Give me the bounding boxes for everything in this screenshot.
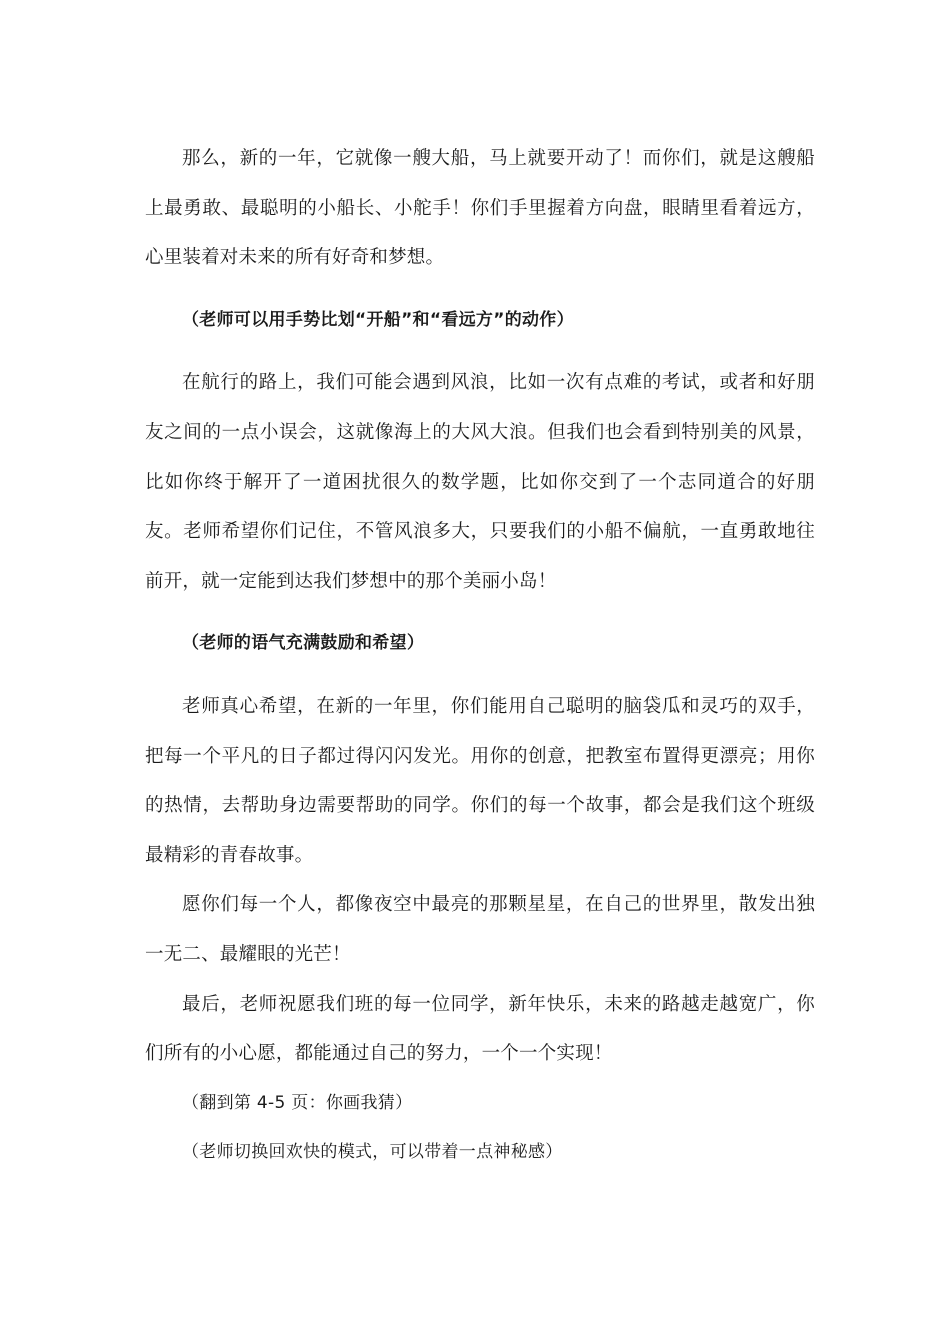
stage-direction-gesture: （老师可以用手势比划“开船”和“看远方”的动作） (182, 309, 574, 330)
stage-direction-mode-switch: （老师切换回欢快的模式，可以带着一点神秘感） (182, 1142, 563, 1163)
paragraph-ship-metaphor: 那么，新的一年，它就像一艘大船，马上就要开动了！而你们，就是这艘船上最勇敢、最聪明的小船长、小舵手！你们手里握着方向盘，眼睛里看着远方，心里装着对未来的所有好奇和梦想。 (145, 148, 815, 269)
document-body (145, 134, 815, 1178)
paragraph-star: 愿你们每一个人，都像夜空中最亮的那颗星星，在自己的世界里，散发出独一无二、最耀眼的光芒！ (145, 894, 815, 965)
paragraph-blessing: 最后，老师祝愿我们班的每一位同学，新年快乐，未来的路越走越宽广，你们所有的小心愿，都能通过自己的努力，一个一个实现！ (145, 993, 815, 1065)
stage-direction-page-turn: （翻到第 4-5 页：你画我猜） (182, 1092, 413, 1113)
paragraph-voyage: 在航行的路上，我们可能会遇到风浪，比如一次有点难的考试，或者和好朋友之间的一点小误会，这就像海上的大风大浪。但我们也会看到特别美的风景，比如你终于解开了一道困扰很久的数学题，比如你交到了一个志同道合的好朋友。老师希望你们记住，不管风浪多大，只要我们的小船不偏航，一直勇敢地往前开，就一定能到达我们梦想中的那个美丽小岛！ (145, 372, 815, 592)
stage-direction-tone: （老师的语气充满鼓励和希望） (182, 633, 425, 654)
paragraph-hope: 老师真心希望，在新的一年里，你们能用自己聪明的脑袋瓜和灵巧的双手，把每一个平凡的日子都过得闪闪发光。用你的创意，把教室布置得更漂亮；用你的热情，去帮助身边需要帮助的同学。你们的每一个故事，都会是我们这个班级最精彩的青春故事。 (145, 695, 815, 866)
